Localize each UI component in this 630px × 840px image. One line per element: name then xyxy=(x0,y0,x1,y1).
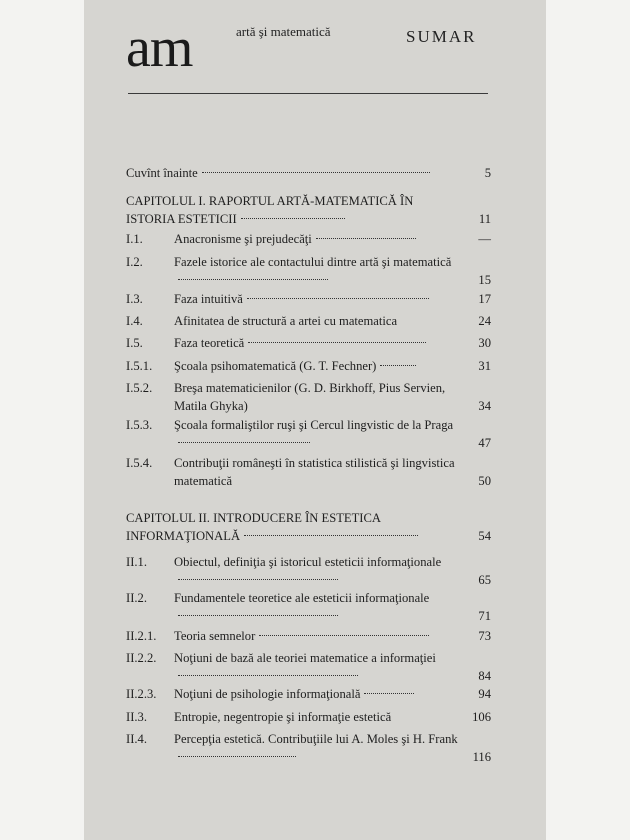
toc-title: Percepţia estetică. Contribuţiile lui A. Moles şi H. Frank xyxy=(174,732,458,746)
toc-number: II.2.3. xyxy=(126,687,157,701)
leader-dots xyxy=(178,579,338,580)
toc-entry xyxy=(126,730,491,766)
leader-dots xyxy=(380,365,416,366)
toc-page: 65 xyxy=(478,573,491,587)
toc-number: II.1. xyxy=(126,555,147,569)
toc-entry xyxy=(126,589,491,625)
series-logo: am xyxy=(126,17,193,79)
toc-number: I.5.2. xyxy=(126,381,153,395)
toc-entry xyxy=(126,253,491,289)
leader-dots xyxy=(259,635,429,636)
toc-page: 30 xyxy=(478,336,491,350)
toc-chapter xyxy=(126,509,491,545)
toc-title: CAPITOLUL I. RAPORTUL ARTĂ-MATEMATICĂ ÎN ISTORIA ESTETICII xyxy=(126,194,414,226)
leader-dots xyxy=(202,172,430,173)
toc-number: II.2. xyxy=(126,591,147,605)
header-divider xyxy=(128,93,488,94)
toc-title: Noţiuni de bază ale teoriei matematice a informaţiei xyxy=(174,651,436,665)
leader-dots xyxy=(178,279,328,280)
toc-entry xyxy=(126,334,491,352)
leader-dots xyxy=(316,238,416,239)
toc-title: CAPITOLUL II. INTRODUCERE ÎN ESTETICA INFORMAŢIONALĂ xyxy=(126,511,381,543)
toc-entry xyxy=(126,649,491,685)
toc-page: 31 xyxy=(478,359,491,373)
toc-page: 24 xyxy=(478,314,491,328)
leader-dots xyxy=(241,218,345,219)
toc-page: 11 xyxy=(478,212,491,226)
toc-title: Teoria semnelor xyxy=(174,629,256,643)
toc-entry xyxy=(126,685,491,703)
toc-title: Şcoala psihomatematică (G. T. Fechner) xyxy=(174,359,377,373)
toc-number: I.5. xyxy=(126,336,143,350)
toc-title: Anacronisme şi prejudecăţi xyxy=(174,232,312,246)
toc-page: 54 xyxy=(478,529,491,543)
leader-dots xyxy=(178,615,338,616)
toc-page: 116 xyxy=(472,750,491,764)
toc-number: I.5.1. xyxy=(126,359,153,373)
toc-title: Noţiuni de psihologie informaţională xyxy=(174,687,361,701)
leader-dots xyxy=(178,675,358,676)
toc-page: 71 xyxy=(478,609,491,623)
leader-dots xyxy=(244,535,418,536)
toc-entry xyxy=(126,312,491,330)
toc-entry xyxy=(126,627,491,645)
series-subtitle: artă şi matematică xyxy=(236,24,331,39)
toc-entry xyxy=(126,290,491,308)
toc-title: Breşa matematicienilor (G. D. Birkhoff, Pius Servien, Matila Ghyka) xyxy=(174,381,446,413)
toc-entry xyxy=(126,230,491,248)
toc-page: 50 xyxy=(478,474,491,488)
toc-page: 15 xyxy=(478,273,491,287)
toc-page: 106 xyxy=(472,710,491,724)
toc-page: 34 xyxy=(478,399,491,413)
toc-number: I.1. xyxy=(126,232,143,246)
toc-number: I.3. xyxy=(126,292,143,306)
toc-number: I.5.4. xyxy=(126,456,153,470)
toc-page: 47 xyxy=(478,436,491,450)
toc-title: Şcoala formaliştilor ruşi şi Cercul lingvistic de la Praga xyxy=(174,418,454,432)
toc-page: 73 xyxy=(478,629,491,643)
leader-dots xyxy=(178,756,296,757)
toc-title: Obiectul, definiţia şi istoricul esteticii informaţionale xyxy=(174,555,442,569)
leader-dots xyxy=(178,442,310,443)
toc-number: I.5.3. xyxy=(126,418,153,432)
toc-entry xyxy=(126,164,491,182)
toc-page: 17 xyxy=(478,292,491,306)
toc-page: 5 xyxy=(484,166,491,180)
toc-number: II.3. xyxy=(126,710,147,724)
toc-chapter xyxy=(126,192,491,228)
toc-entry xyxy=(126,708,491,726)
toc-title: Fazele istorice ale contactului dintre artă şi matematică xyxy=(174,255,452,269)
toc-number: II.2.1. xyxy=(126,629,157,643)
toc-title: Entropie, negentropie şi informaţie estetică xyxy=(174,710,392,724)
toc-title: Faza teoretică xyxy=(174,336,245,350)
leader-dots xyxy=(247,298,429,299)
toc-title: Contribuţii româneşti în statistica stilistică şi lingvistica matematică xyxy=(174,456,455,488)
toc-title: Faza intuitivă xyxy=(174,292,243,306)
toc-entry xyxy=(126,416,491,452)
toc-title: Cuvînt înainte xyxy=(126,166,198,180)
toc-number: I.4. xyxy=(126,314,143,328)
toc-number: II.4. xyxy=(126,732,147,746)
toc-page: 84 xyxy=(478,669,491,683)
toc-page: 94 xyxy=(478,687,491,701)
toc-entry xyxy=(126,379,491,415)
toc-page: — xyxy=(478,232,491,246)
toc-number: I.2. xyxy=(126,255,143,269)
section-heading: SUMAR xyxy=(406,27,477,46)
toc-entry xyxy=(126,454,491,490)
leader-dots xyxy=(364,693,414,694)
toc-entry xyxy=(126,357,491,375)
toc-entry xyxy=(126,553,491,589)
toc-title: Fundamentele teoretice ale esteticii informaţionale xyxy=(174,591,430,605)
toc-title: Afinitatea de structură a artei cu matematica xyxy=(174,314,398,328)
leader-dots xyxy=(248,342,426,343)
toc-number: II.2.2. xyxy=(126,651,157,665)
